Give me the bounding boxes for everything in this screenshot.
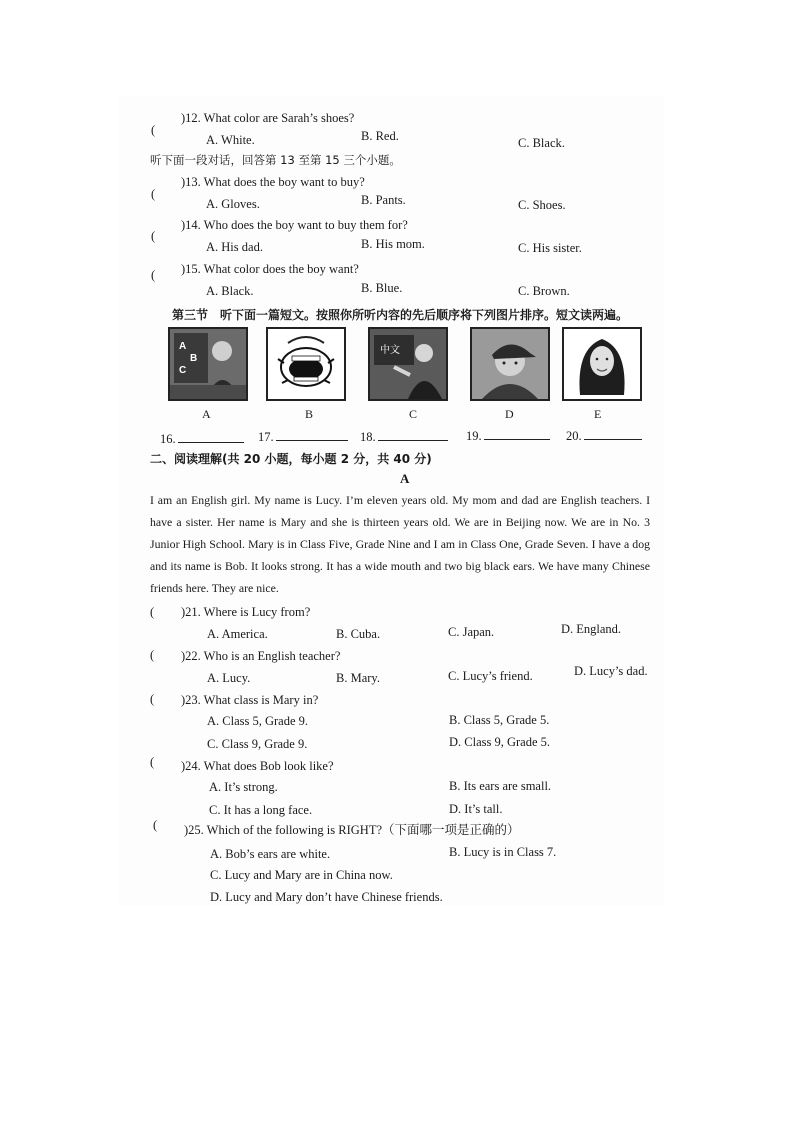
q22-option-a: A. Lucy. [207,671,251,685]
answer-paren: ( [150,755,155,769]
q23-option-a: A. Class 5, Grade 9. [207,714,309,728]
q15-option-c: C. Brown. [518,284,570,298]
q12-option-b: B. Red. [361,129,399,143]
q25-option-c: C. Lucy and Mary are in China now. [210,868,393,882]
question-13-stem: )13. What does the boy want to buy? [181,175,365,189]
q14-option-a: A. His dad. [206,240,263,254]
picture-e-girl [562,327,642,401]
answer-paren: ( [150,692,155,706]
blank-19[interactable] [466,427,550,444]
q14-option-c: C. His sister. [518,241,582,255]
svg-text:B: B [190,353,198,364]
answer-paren: ( [151,229,156,243]
blank-20[interactable] [566,427,642,444]
picture-c-chinese-teacher [368,327,448,401]
q15-option-a: A. Black. [206,284,254,298]
question-12-stem: )12. What color are Sarah’s shoes? [181,111,355,125]
q23-option-b: B. Class 5, Grade 5. [449,713,550,727]
blank-16[interactable] [160,430,244,447]
q24-option-c: C. It has a long face. [209,803,313,817]
picture-d-boy [470,327,550,401]
q13-option-a: A. Gloves. [206,197,260,211]
picture-a-label: A [202,407,211,421]
answer-paren: ( [151,187,156,201]
blank-20-number: 20. [566,429,582,443]
q13-option-b: B. Pants. [361,193,406,207]
q22-option-b: B. Mary. [336,671,380,685]
svg-text:C: C [179,365,187,376]
answer-paren: ( [151,123,156,137]
picture-c-board-text: 中文 [380,345,400,356]
blank-16-number: 16. [160,432,176,446]
q22-option-c: C. Lucy’s friend. [448,669,533,683]
picture-e-label: E [594,407,602,421]
picture-d-label: D [505,407,514,421]
blank-17[interactable] [258,428,348,445]
svg-text:A: A [179,341,187,352]
q13-option-c: C. Shoes. [518,198,566,212]
q21-option-b: B. Cuba. [336,627,381,641]
blank-19-number: 19. [466,429,482,443]
answer-paren: ( [150,648,155,662]
question-22-stem: )22. Who is an English teacher? [181,649,341,663]
q25-option-a: A. Bob’s ears are white. [210,847,331,861]
answer-paren: ( [151,268,156,282]
passage-title: A [400,471,410,486]
answer-paren: ( [150,605,155,619]
question-21-stem: )21. Where is Lucy from? [181,605,311,619]
q21-option-a: A. America. [207,627,268,641]
picture-a-teacher [168,327,248,401]
picture-c-label: C [409,407,418,421]
reading-passage: I am an English girl. My name is Lucy. I’m eleven years old. My mom and dad are English teachers. I have a sister. Her name is Mary and she is thirteen years old. We are in Beijing now. We are in No. 3 Junior High School. Mary is in Class Five, Grade Nine and I am in Class One, Grade Seven. I have a dog and its name is Bob. It looks strong. It has a wide mouth and two big black ears. We have many Chinese friends here. They are nice. [150,493,650,595]
listening-instruction: 听下面一段对话，回答第 13 至第 15 三个小题。 [150,153,401,167]
answer-paren: ( [153,818,158,832]
blank-18-number: 18. [360,430,376,444]
q24-option-b: B. Its ears are small. [449,779,552,793]
q25-option-b: B. Lucy is in Class 7. [449,845,557,859]
part-2-heading: 二、阅读理解(共 20 小题，每小题 2 分，共 40 分) [150,452,432,466]
question-15-stem: )15. What color does the boy want? [181,262,359,276]
q15-option-b: B. Blue. [361,281,403,295]
q23-option-d: D. Class 9, Grade 5. [449,735,551,749]
q25-option-d: D. Lucy and Mary don’t have Chinese friends. [210,890,443,904]
q24-option-a: A. It’s strong. [209,780,278,794]
q21-option-d: D. England. [561,622,622,636]
blank-18[interactable] [360,428,448,445]
picture-b-mouth [266,327,346,401]
q12-option-a: A. White. [206,133,255,147]
section-3-instruction: 第三节 听下面一篇短文。按照你所听内容的先后顺序将下列图片排序。短文读两遍。 [172,308,629,322]
question-23-stem: )23. What class is Mary in? [181,693,319,707]
q21-option-c: C. Japan. [448,625,495,639]
q14-option-b: B. His mom. [361,237,425,251]
q12-option-c: C. Black. [518,136,565,150]
q24-option-d: D. It’s tall. [449,802,503,816]
question-14-stem: )14. Who does the boy want to buy them for? [181,218,408,232]
q22-option-d: D. Lucy’s dad. [574,664,648,678]
question-24-stem: )24. What does Bob look like? [181,759,334,773]
question-25-stem: )25. Which of the following is RIGHT?（下面哪一项是正确的） [184,823,520,837]
picture-b-label: B [305,407,314,421]
blank-17-number: 17. [258,430,274,444]
q23-option-c: C. Class 9, Grade 9. [207,737,308,751]
